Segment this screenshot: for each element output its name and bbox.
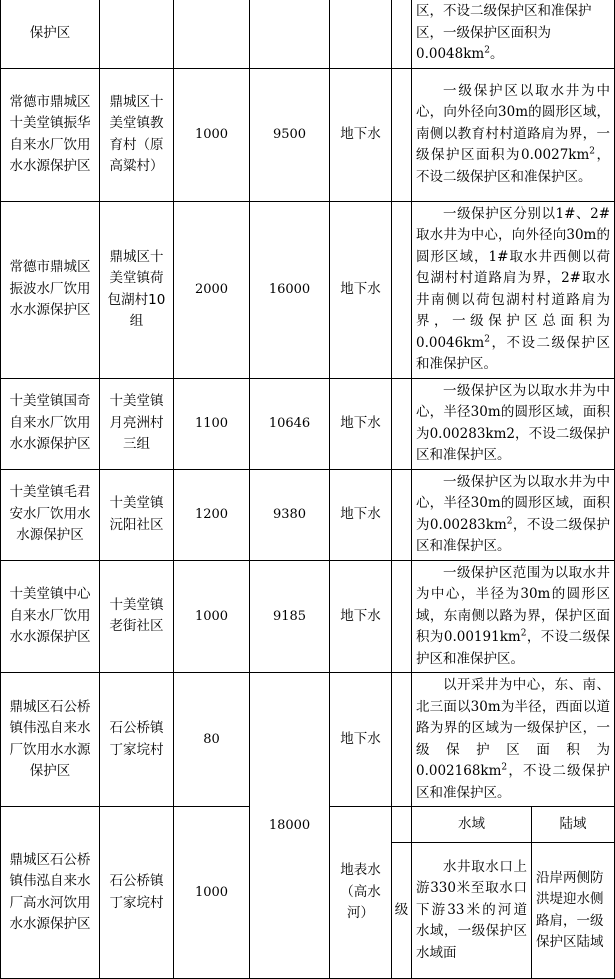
description-tail: ，不设二级保护区和准保护区。 [416,334,611,372]
land-area-desc-cell [532,843,615,979]
water-type-cell: 地下水 [330,469,392,560]
description-cell [412,673,615,807]
table-row [1,68,615,201]
description-cell [412,201,615,378]
description-cell [412,0,615,68]
description-text: 一级保护区分别以1#、2#取水井为中心，向外径向30m的圆形区域，1#取水井西侧以荷包湖村村道路肩为界，2#取水井南侧以荷包湖村村道路肩为界，一级保护区总面积为0.0046km [416,205,611,351]
superscript: 2 [506,516,513,526]
supply-cell: 16000 [250,201,330,378]
area-name-cell: 保护区 [1,0,100,68]
gap-cell [392,469,412,560]
description-cell [412,68,615,201]
description-cell [412,560,615,673]
table-row [1,673,615,807]
table-row [1,201,615,378]
water-area-desc-cell [412,843,532,979]
water-type-cell: 地下水 [330,673,392,807]
area-name-cell: 鼎城区石公桥镇伟泓自来水厂饮用水水源保护区 [1,673,100,807]
land-area-desc: 沿岸两侧防洪堤迎水侧路肩，一级保护区陆域 [536,869,604,950]
location-cell: 鼎城区十美堂镇教育村（原高粱村） [100,68,174,201]
gap-cell [392,807,412,843]
table-row [1,560,615,673]
population-cell: 1200 [174,469,250,560]
location-cell: 十美堂镇月亮洲村三组 [100,378,174,469]
water-type-cell: 地下水 [330,68,392,201]
gap-cell [392,378,412,469]
supply-cell [250,0,330,68]
supply-cell: 9380 [250,469,330,560]
area-name-cell: 十美堂镇中心自来水厂饮用水水源保护区 [1,560,100,673]
gap-cell [392,0,412,68]
description-cell [412,378,615,469]
gap-cell [392,673,412,807]
water-type-cell: 地表水（高水河） [330,807,392,979]
population-cell: 80 [174,673,250,807]
superscript: 2 [520,628,527,639]
description-text: 一级保护区为以取水井为中心，半径30m的圆形区域，面积为0.00283km [416,473,611,533]
location-cell: 十美堂镇沅阳社区 [100,469,174,560]
water-type-cell: 地下水 [330,201,392,378]
description-text: 一级保护区范围为以取水井为中心，半径为30m的圆形区域，东南侧以路为界，保护区面积为0.00191km [416,564,611,645]
description-text: 以开采井为中心，东、南、北三面以30m为半径，西面以道路为界的区域为一级保护区，一级保护区面积为0.002168km [416,677,611,779]
population-cell: 1000 [174,68,250,201]
area-name-cell: 十美堂镇毛君安水厂饮用水水源保护区 [1,469,100,560]
population-cell: 1100 [174,378,250,469]
shared-supply-cell: 18000 [250,673,330,979]
level-label-cell: 级 [392,843,412,979]
population-cell: 2000 [174,201,250,378]
location-cell: 石公桥镇丁家垸村 [100,673,174,807]
location-cell [100,0,174,68]
description-text: 区，不设二级保护区和准保护区，一级保护区面积为0.0048km [416,3,592,62]
area-name-cell: 鼎城区石公桥镇伟泓自来水厂高水河饮用水水源保护区 [1,807,100,979]
table-row [1,469,615,560]
description-tail: ，不设二级保护区和准保护区。 [416,147,611,185]
description-tail: ，不设二级保护区和准保护区。 [416,516,611,554]
superscript: 2 [484,334,490,344]
area-name-cell: 常德市鼎城区十美堂镇振华自来水厂饮用水水源保护区 [1,68,100,201]
description-text: 一级保护区以取水井为中心，向外径向30m的圆形区域，南侧以教育村村道路肩为界，一级保护区面积为0.0027km [416,82,611,164]
description-tail: ，不设二级保护区和准保护区。 [416,763,611,801]
table-row [1,0,615,68]
location-cell: 十美堂镇老街社区 [100,560,174,673]
gap-cell [392,560,412,673]
location-cell: 鼎城区十美堂镇荷包湖村10组 [100,201,174,378]
land-area-header: 陆域 [532,807,615,843]
area-name-cell: 十美堂镇国奇自来水厂饮用水水源保护区 [1,378,100,469]
description-tail: ，不设二级保护区和准保护区。 [416,629,611,667]
water-type-cell: 地下水 [330,378,392,469]
supply-cell: 9500 [250,68,330,201]
superscript: 2 [501,762,508,773]
description-cell [412,469,615,560]
water-area-header: 水域 [412,807,532,843]
description-text: 一级保护区为以取水井为中心，半径30m的圆形区域，面积为0.00283km2，不设二级保护区和准保护区。 [416,382,611,463]
table-row [1,378,615,469]
water-type-cell: 地下水 [330,560,392,673]
superscript: 2 [589,146,596,157]
gap-cell [392,201,412,378]
population-cell: 1000 [174,807,250,979]
gap-cell [392,68,412,201]
population-cell: 1000 [174,560,250,673]
description-tail: 。 [489,46,504,62]
supply-cell: 10646 [250,378,330,469]
water-type-cell [330,0,392,68]
water-area-desc: 水井取水口上游330米至取水口下游33米的河道水域，一级保护区水域面 [416,858,527,961]
location-cell: 石公桥镇丁家垸村 [100,807,174,979]
superscript: 2 [484,45,490,56]
population-cell [174,0,250,68]
area-name-cell: 常德市鼎城区振波水厂饮用水水源保护区 [1,201,100,378]
supply-cell: 9185 [250,560,330,673]
